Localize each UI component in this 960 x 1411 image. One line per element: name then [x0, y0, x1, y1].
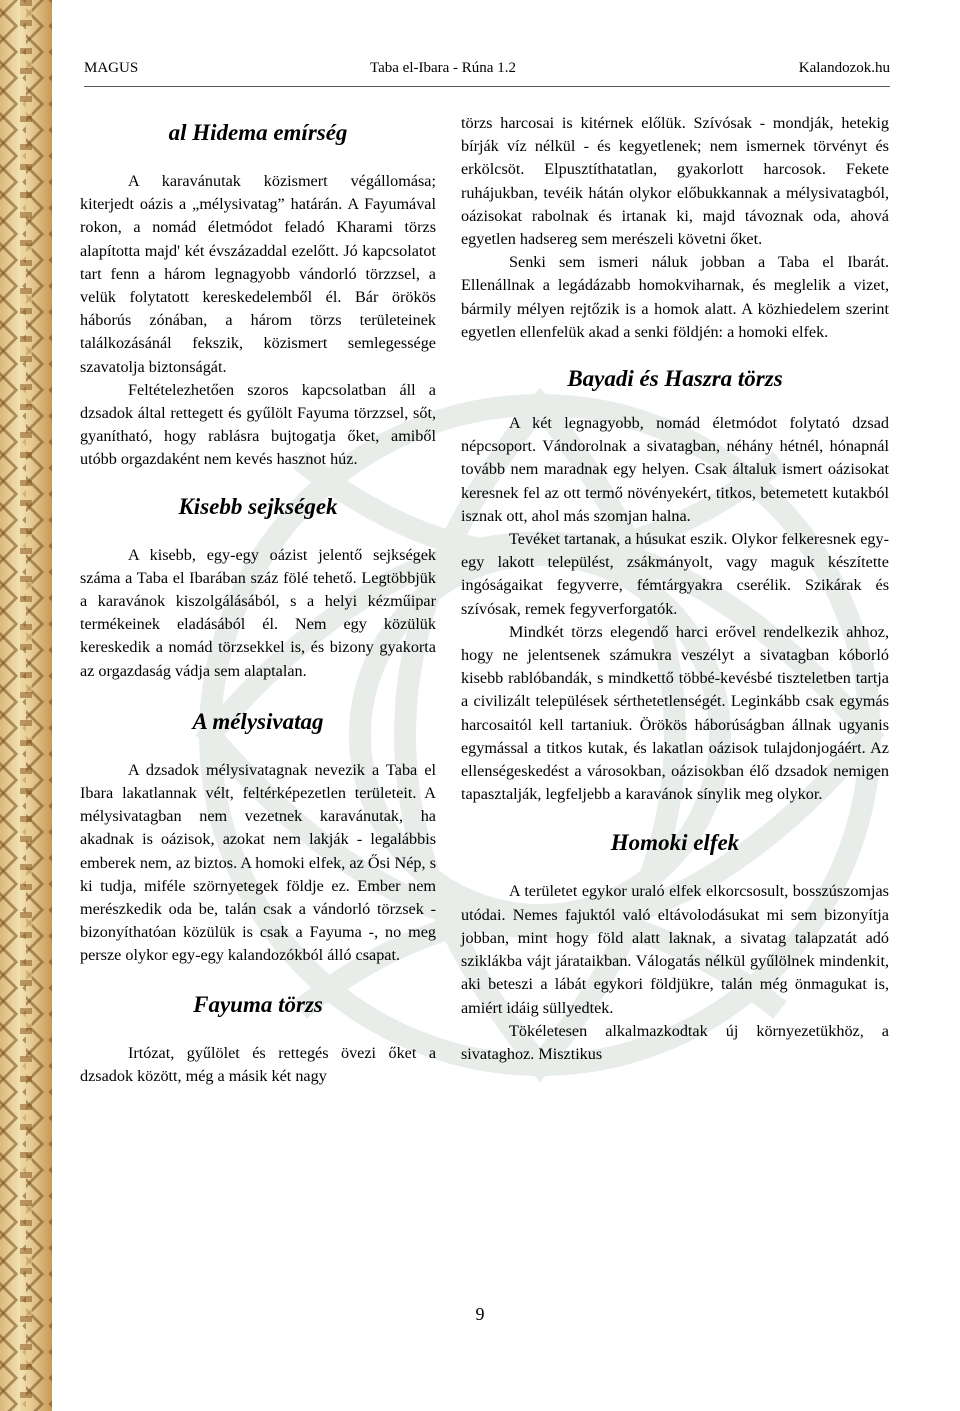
paragraph: Tevéket tartanak, a húsukat eszik. Olykor felkeresnek egy-egy lakott települést, zsákmányolt, vagy maguk készítette ingóságaikat fegyverre, fémtárgyakra cserélik. Szikárak és szívósak, remek fegyverforgatók. — [461, 530, 889, 618]
paragraph: A dzsadok mélysivatagnak nevezik a Taba el Ibara lakatlannak vélt, feltérképezetlen területeit. A mélysivatagban nem vezetnek karavánutak, ha akadnak is oázisok, azokat nem lakják - legalábbis emberek nem, az biztos. A homoki elfek, az Ősi Nép, s ki tudja, miféle szörnyetegek földje ez. Ember nem merészkedik oda be, talán csak a vándorló törzsek - bizonyíthatóan közülük is csak a Fayuma -, no meg persze olykor egy-egy kalandozókból álló csapat. — [80, 760, 436, 965]
left-column — [80, 112, 436, 1088]
section-title-homoki-elfek: Homoki elfek — [610, 830, 740, 856]
right-column — [461, 112, 889, 1066]
header-rule — [84, 86, 890, 87]
decorative-left-border — [0, 0, 52, 1411]
paragraph: A karavánutak közismert végállomása; kiterjedt oázis a „mélysivatag” határán. A Fayumával rokon, a nomád életmódot feladó Kharami törzs alapította majd' két évszázaddal ezelőtt. Jó kapcsolatot tart fenn a három legnagyobb vándorló törzzsel, a velük folytatott kereskedelemből él. Bár örökös háborús zónában, a három törzs területeinek találkozásánál fekszik, közismert semlegessége szavatolja biztonságát. — [80, 172, 436, 376]
paragraph: A területet egykor uraló elfek elkorcsosult, bosszúszomjas utódai. Nemes fajuktól való eltávolodásukat mi sem bizonyítja jobban, mint hogy föld alatt laknak, a sivatag talapzatát adó sziklákba vájt járataikban. Válogatás nélkül gyűlölnek mindenkit, aki beteszi a lábát egykori földjükre, talán még önmagukat is, amiért idáig süllyedtek. — [461, 882, 889, 1017]
page-header — [84, 60, 890, 82]
section-title-kisebb-sejksegek: Kisebb sejkségek — [178, 493, 338, 519]
page-number: 9 — [475, 1304, 485, 1324]
header-right: Kalandozok.hu — [798, 60, 890, 76]
paragraph: Irtózat, gyűlölet és rettegés övezi őket a dzsadok között, még a másik két nagy — [80, 1043, 436, 1085]
paragraph: A kisebb, egy-egy oázist jelentő sejkségek száma a Taba el Ibarában száz fölé tehető. Legtöbbjük a karavánok kiszolgálásából, s a helyi kézműipar termékeinek eladásából él. Nem egy közülük kereskedik a nomád törzsekkel is, és bizony gyakorta az orgazdaság vádja sem alaptalan. — [80, 545, 436, 680]
paragraph: Feltételezhetően szoros kapcsolatban áll a dzsadok által rettegett és gyűlölt Fayuma törzzsel, sőt, gyanítható, hogy rablásra bujtogatja őket, amiből utóbb orgazdaként nem kevés hasznot húz. — [80, 380, 436, 469]
paragraph: Senki sem ismeri náluk jobban a Taba el Ibarát. Ellenállnak a legádázabb homokviharnak, és meglelik a vizet, bármily mélyen rejtőzik is a homok alatt. A közhiedelem szerint egyetlen ellenfelük akad a senki földjén: a homoki elfek. — [461, 253, 889, 341]
paragraph: A két legnagyobb, nomád életmódot folytató dzsad népcsoport. Vándorolnak a sivatagban, néhány hétnél, hónapnál tovább nem maradnak egy helyen. Csak általuk ismert oázisokat keresnek fel az ott termő növényekért, titkos, betemetett kutakból isznak ott, ahol más szomjan halna. — [461, 414, 889, 525]
section-title-melysivatag: A mélysivatag — [192, 708, 324, 734]
section-title-bayadi-haszra: Bayadi és Haszra törzs — [567, 366, 783, 392]
section-title-fayuma: Fayuma törzs — [193, 991, 323, 1017]
paragraph: Mindkét törzs elegendő harci erővel rendelkezik ahhoz, hogy ne jelentsenek számukra veszélyt a sivatagban kóborló kisebb rablóbandák, s mindkettő többé-kevésbé tiszteletben tartja a civilizált települések sérthetetlenségét. Leginkább csak egymás harcosaitól kell tartaniuk. Örökös háborúságban állnak ugyanis egymással a titkos kutak, és lakatlan oázisok tulajdonjogáért. Az ellenségeskedést a városokban, oázisokban élő dzsadok nemigen tapasztalják, legfeljebb a karavánok sínylik meg olykor. — [461, 622, 889, 804]
section-title-al-hidema: al Hidema emírség — [168, 120, 348, 145]
header-left: MAGUS — [84, 60, 139, 76]
paragraph: törzs harcosai is kitérnek előlük. Szívósak - mondják, hetekig bírják víz nélkül - és kegyetlenek; nem ismernek törvényt és erkölcsöt. Elpusztíthatatlan, gyakorlott harcosok. Fekete ruhájukban, tevéik hátán olykor előbukkannak a mélysivatagból, oázisokat rabolnak és irtanak ki, majd távoznak oda, ahová egyetlen hadsereg sem merészeli követni őket. — [461, 114, 889, 249]
paragraph: Tökéletesen alkalmazkodtak új környezetükhöz, a sivataghoz. Misztikus — [461, 1021, 889, 1063]
header-center: Taba el-Ibara - Rúna 1.2 — [370, 60, 516, 76]
